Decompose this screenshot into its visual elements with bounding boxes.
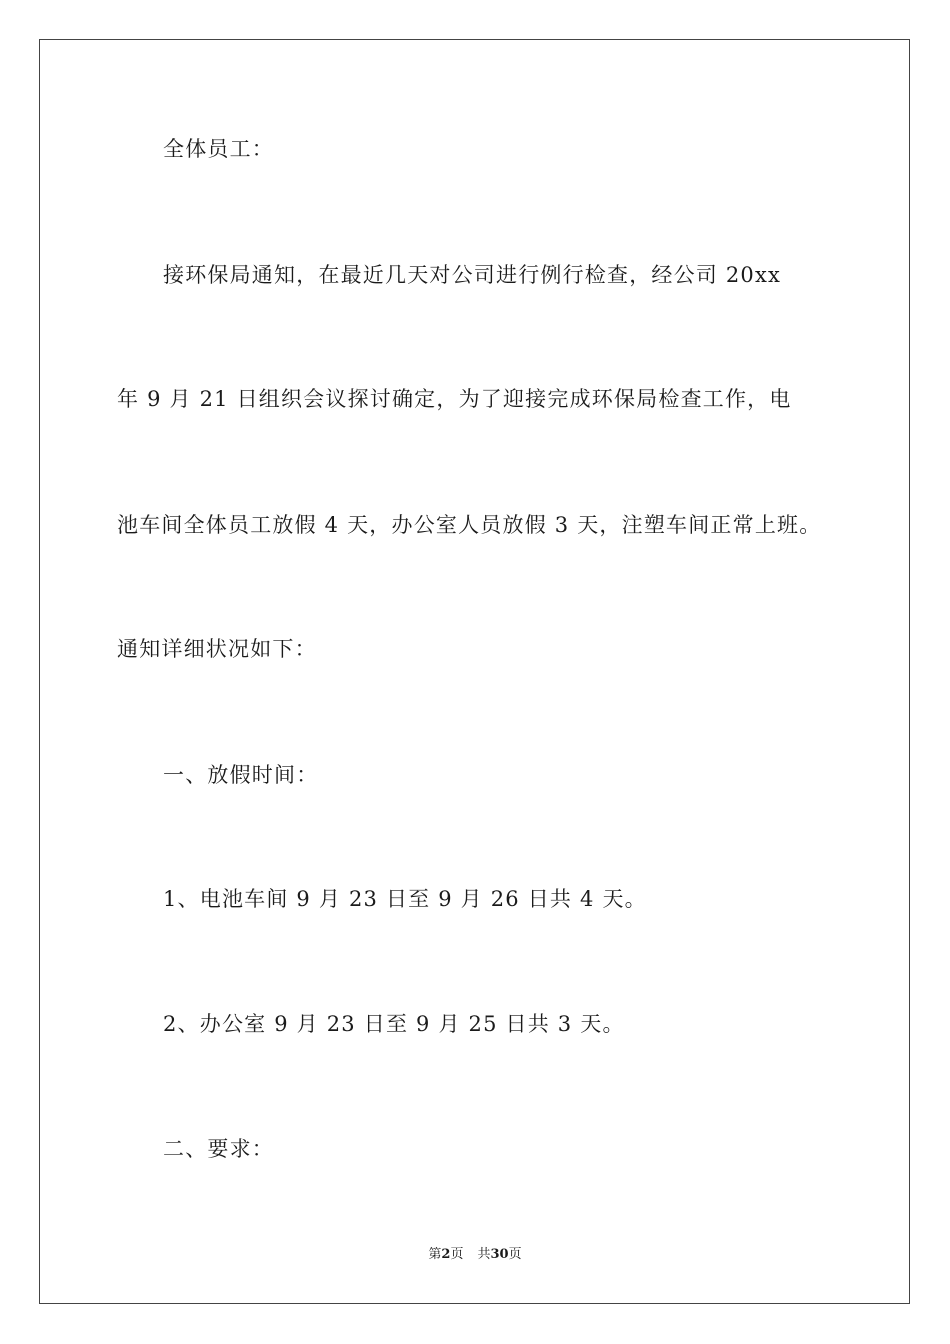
page-suffix: 页 <box>450 1247 464 1262</box>
page-number: 2 <box>441 1247 451 1262</box>
total-suffix: 页 <box>508 1247 522 1262</box>
list-item: 1、电池车间 9 月 23 日至 9 月 26 日共 4 天。 <box>163 887 647 911</box>
page-prefix: 第 <box>428 1247 442 1262</box>
body-line: 年 9 月 21 日组织会议探讨确定，为了迎接完成环保局检查工作，电 <box>117 387 792 411</box>
section-heading: 一、放假时间： <box>163 763 319 787</box>
page-footer <box>0 1246 950 1264</box>
body-line: 接环保局通知，在最近几天对公司进行例行检查，经公司 20xx <box>163 263 782 287</box>
body-line: 池车间全体员工放假 4 天，办公室人员放假 3 天，注塑车间正常上班。 <box>117 513 822 537</box>
list-item: 2、办公室 9 月 23 日至 9 月 25 日共 3 天。 <box>163 1012 625 1036</box>
body-line: 通知详细状况如下： <box>117 637 317 661</box>
salutation-line: 全体员工： <box>163 137 274 161</box>
section-heading: 二、要求： <box>163 1137 274 1161</box>
total-prefix: 共 <box>477 1247 491 1262</box>
page-frame <box>39 39 910 1304</box>
total-pages: 30 <box>490 1247 509 1262</box>
